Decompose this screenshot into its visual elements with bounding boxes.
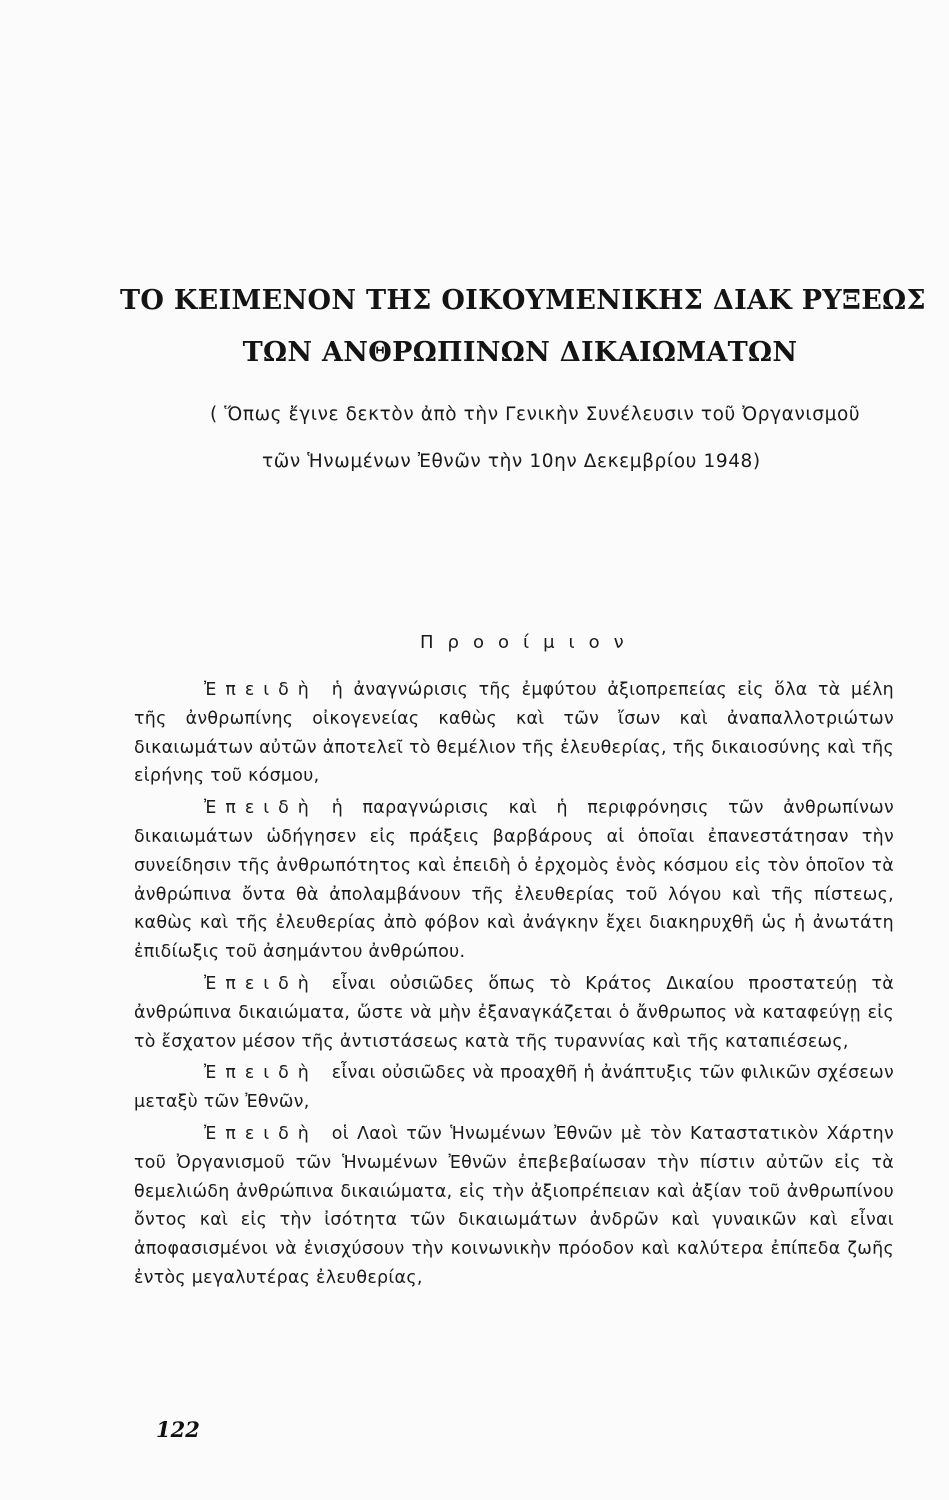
preamble-paragraph	[134, 970, 894, 1056]
paragraph-text: ἡ παραγνώρισις καὶ ἡ περιφρόνησις τῶν ἀνθρωπίνων δικαιωμάτων ὡδήγησεν εἰς πράξεις βαρβάρους αἱ ὁποῖαι ἐπανεστάτησαν τὴν συνείδησιν τῆς ἀνθρωπότητος καὶ ἐπειδὴ ὁ ἐρχομὸς ἑνὸς κόσμου εἰς τὸν ὁποῖον τὰ ἀνθρώπινα ὄντα θὰ ἀπολαμβάνουν τῆς ἐλευθερίας τοῦ λόγου καὶ τῆς πίστεως, καθὼς καὶ τῆς ἐλευθερίας ἀπὸ φόβον καὶ ἀνάγκην ἔχει διακηρυχθῆ ὡς ἡ ἀνωτάτη ἐπιδίωξις τοῦ ἀσημάντου ἀνθρώπου.	[134, 798, 894, 963]
paragraph-text: οἱ Λαοὶ τῶν Ἡνωμένων Ἐθνῶν μὲ τὸν Καταστατικὸν Χάρτην τοῦ Ὀργανισμοῦ τῶν Ἡνωμένων Ἐθνῶν ἐπεβεβαίωσαν τὴν πίστιν αὐτῶν εἰς τὰ θεμελιώδη ἀνθρώπινα δικαιώματα, εἰς τὴν ἀξιοπρέπειαν καὶ ἀξίαν τοῦ ἀνθρωπίνου ὄντος καὶ εἰς τὴν ἰσότητα τῶν δικαιωμάτων ἀνδρῶν καὶ γυναικῶν καὶ εἶναι ἀποφασισμένοι νὰ ἐνισχύσουν τὴν κοινωνικὴν πρόοδον καὶ καλύτερα ἐπίπεδα ζωῆς ἐντὸς μεγαλυτέρας ἐλευθερίας,	[134, 1123, 894, 1288]
subtitle-line-1: ( Ὅπως ἔγινε δεκτὸν ἀπὸ τὴν Γενικὴν Συνέλευσιν τοῦ Ὀργανισμοῦ	[210, 404, 861, 425]
paragraph-lead-word: Ἐπειδὴ	[204, 1063, 318, 1084]
document-title-line-2: ΤΩΝ ΑΝΘΡΩΠΙΝΩΝ ΔΙΚΑΙΩΜΑΤΩΝ	[242, 337, 798, 368]
document-title-line-1: ΤΟ ΚΕΙΜΕΝΟΝ ΤΗΣ ΟΙΚΟΥΜΕΝΙΚΗΣ ΔΙΑΚ ΡΥΞΕΩΣ	[120, 285, 926, 316]
preamble-body	[134, 676, 894, 1296]
paragraph-lead-word: Ἐπειδὴ	[204, 1123, 318, 1144]
preamble-paragraph	[134, 794, 894, 967]
paragraph-text: ἡ ἀναγνώρισις τῆς ἐμφύτου ἀξιοπρεπείας εἰς ὅλα τὰ μέλη τῆς ἀνθρωπίνης οἰκογενείας καθὼς καὶ τῶν ἴσων καὶ ἀναπαλλοτριώτων δικαιωμάτων αὐτῶν ἀποτελεῖ τὸ θεμέλιον τῆς ἐλευθερίας, τῆς δικαιοσύνης καὶ τῆς εἰρήνης τοῦ κόσμου,	[134, 680, 894, 787]
paragraph-text: εἶναι οὐσιῶδες ὅπως τὸ Κράτος Δικαίου προστατεύῃ τὰ ἀνθρώπινα δικαιώματα, ὥστε νὰ μὴν ἐξαναγκάζεται ὁ ἄνθρωπος νὰ καταφεύγῃ εἰς τὸ ἔσχατον μέσον τῆς ἀντιστάσεως κατὰ τῆς τυραννίας καὶ τῆς καταπιέσεως,	[134, 973, 894, 1052]
preamble-paragraph	[134, 1059, 894, 1117]
subtitle-line-2: τῶν Ἡνωμένων Ἐθνῶν τὴν 10ην Δεκεμβρίου 1948)	[262, 451, 761, 472]
paragraph-lead-word: Ἐπειδὴ	[204, 973, 318, 994]
paragraph-text: εἶναι οὐσιῶδες νὰ προαχθῆ ἡ ἀνάπτυξις τῶν φιλικῶν σχέσεων μεταξὺ τῶν Ἐθνῶν,	[134, 1063, 894, 1113]
page-number: 122	[156, 1417, 200, 1442]
section-heading-preamble: Προοίμιον	[420, 632, 638, 653]
preamble-paragraph	[134, 1120, 894, 1293]
paragraph-lead-word: Ἐπειδὴ	[204, 680, 318, 700]
preamble-paragraph	[134, 676, 894, 791]
paragraph-lead-word: Ἐπειδὴ	[204, 798, 318, 819]
